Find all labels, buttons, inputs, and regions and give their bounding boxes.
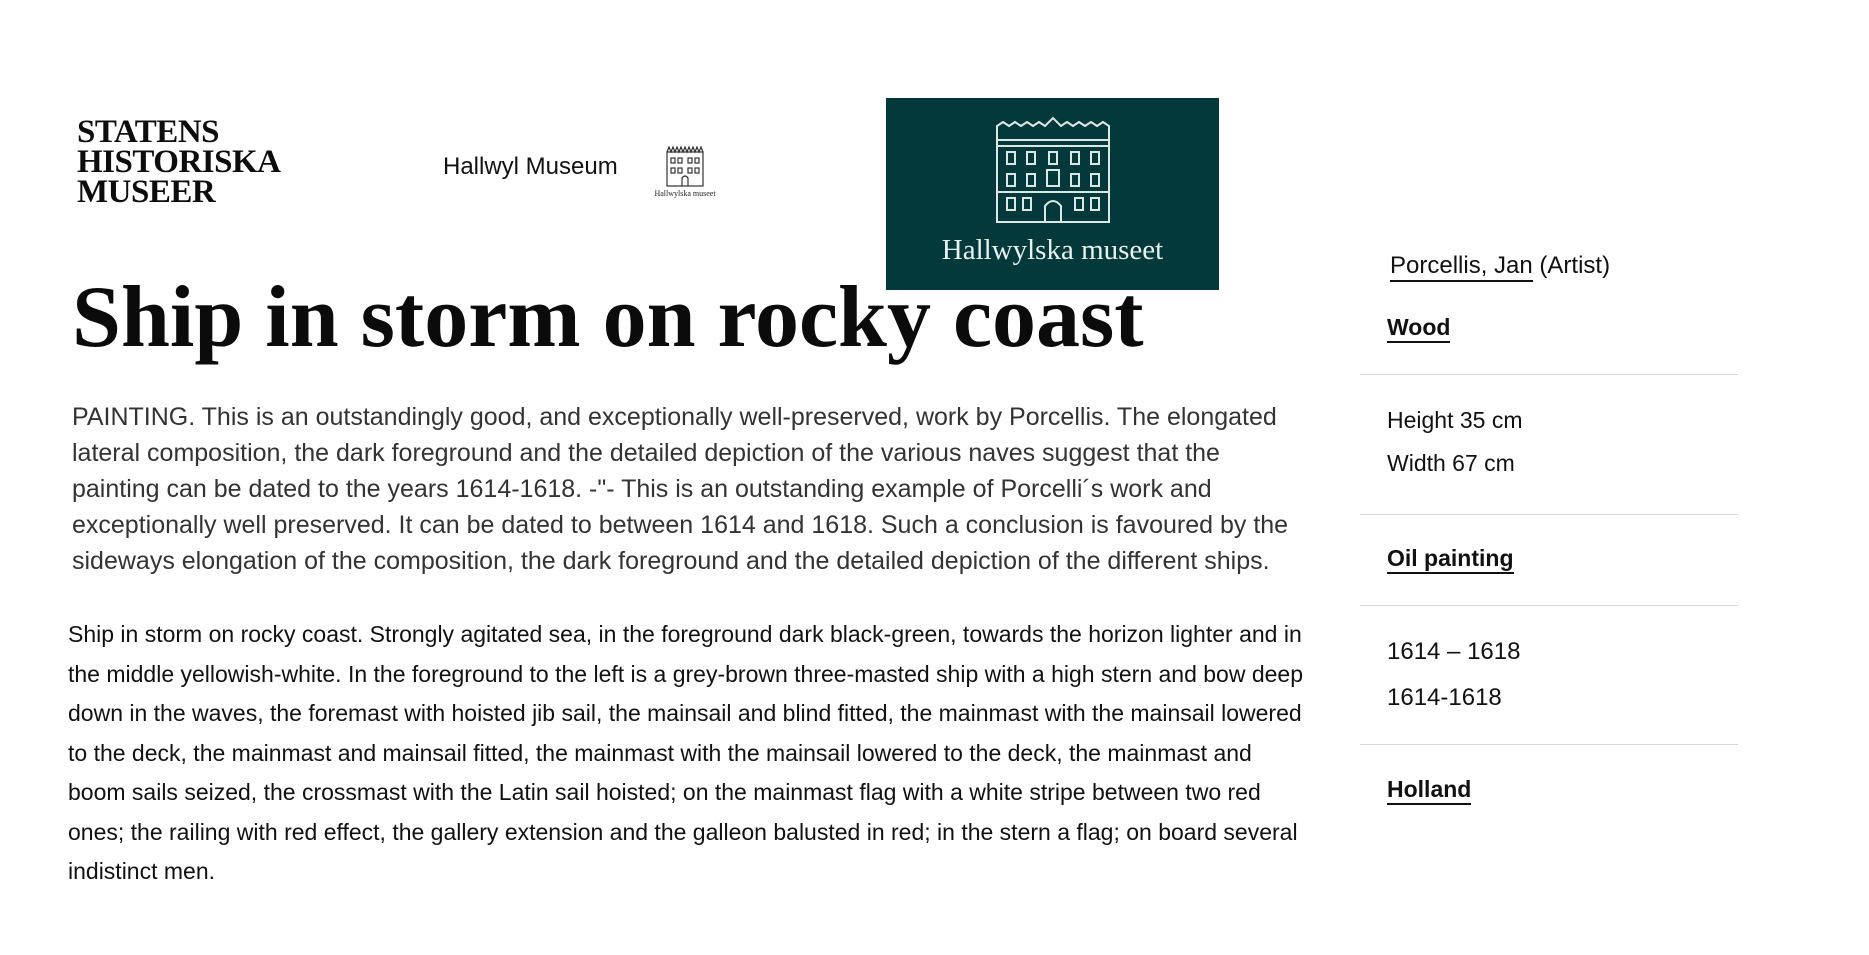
museum-name[interactable]: Hallwyl Museum [443,153,618,180]
artist-entry [1390,252,1610,280]
dimension-height: Height 35 cm [1387,407,1523,433]
technique-link[interactable]: Oil painting [1387,545,1514,574]
material-entry [1387,314,1450,341]
artist-role: (Artist) [1539,252,1611,279]
statens-historiska-museer-logo[interactable] [77,114,317,210]
date-range: 1614 – 1618 [1387,638,1521,665]
divider [1360,374,1738,375]
dimension-width: Width 67 cm [1387,450,1515,476]
painting-description: PAINTING. This is an outstandingly good, and exceptionally well-preserved, work by Porcellis. The elongated lateral composition, the dark foreground and the detailed depiction of the various naves suggest that the painting can be dated to the years 1614-1618. -"- This is an outstanding example of Porcelli´s work and exceptionally well preserved. It can be dated to between 1614 and 1618. Such a conclusion is favoured by the sideways elongation of the composition, the dark foreground and the detailed depiction of the different ships. [72,403,1289,575]
logo-line: MUSEER [77,174,216,210]
hallwyl-small-logo[interactable] [652,144,718,196]
small-logo-caption: Hallwylska museet [654,189,716,198]
divider [1360,744,1738,745]
detailed-description: Ship in storm on rocky coast. Strongly agitated sea, in the foreground dark black-green, towards the horizon lighter and in the middle yellowish-white. In the foreground to the left is a grey-brown three-masted ship with a high stern and bow deep down in the waves, the foremast with hoisted jib sail, the mainsail and blind fitted, the mainmast with the mainsail lowered to the deck, the mainmast and mainsail fitted, the mainmast with the mainsail lowered to the deck, the mainmast and boom sails seized, the crossmast with the Latin sail hoisted; on the mainmast flag with a white stripe between two red ones; the railing with red effect, the gallery extension and the galleon balusted in red; in the stern a flag; on board several indistinct men. [68,621,1304,884]
hero-card-label: Hallwylska museet [941,234,1164,266]
building-icon [663,144,707,188]
material-link[interactable]: Wood [1387,314,1450,343]
place-link[interactable]: Holland [1387,776,1471,805]
date-text: 1614-1618 [1387,684,1502,711]
logo-line: HISTORISKA [77,144,281,180]
page-title: Ship in storm on rocky coast [72,269,1144,366]
logo-line: STATENS [77,114,220,150]
technique-entry [1387,545,1514,572]
divider [1360,605,1738,606]
hallwylska-building-icon [991,116,1115,226]
hallwylska-museet-card[interactable] [886,98,1219,290]
place-entry [1387,776,1471,803]
divider [1360,514,1738,515]
artist-link[interactable]: Porcellis, Jan [1390,252,1533,282]
